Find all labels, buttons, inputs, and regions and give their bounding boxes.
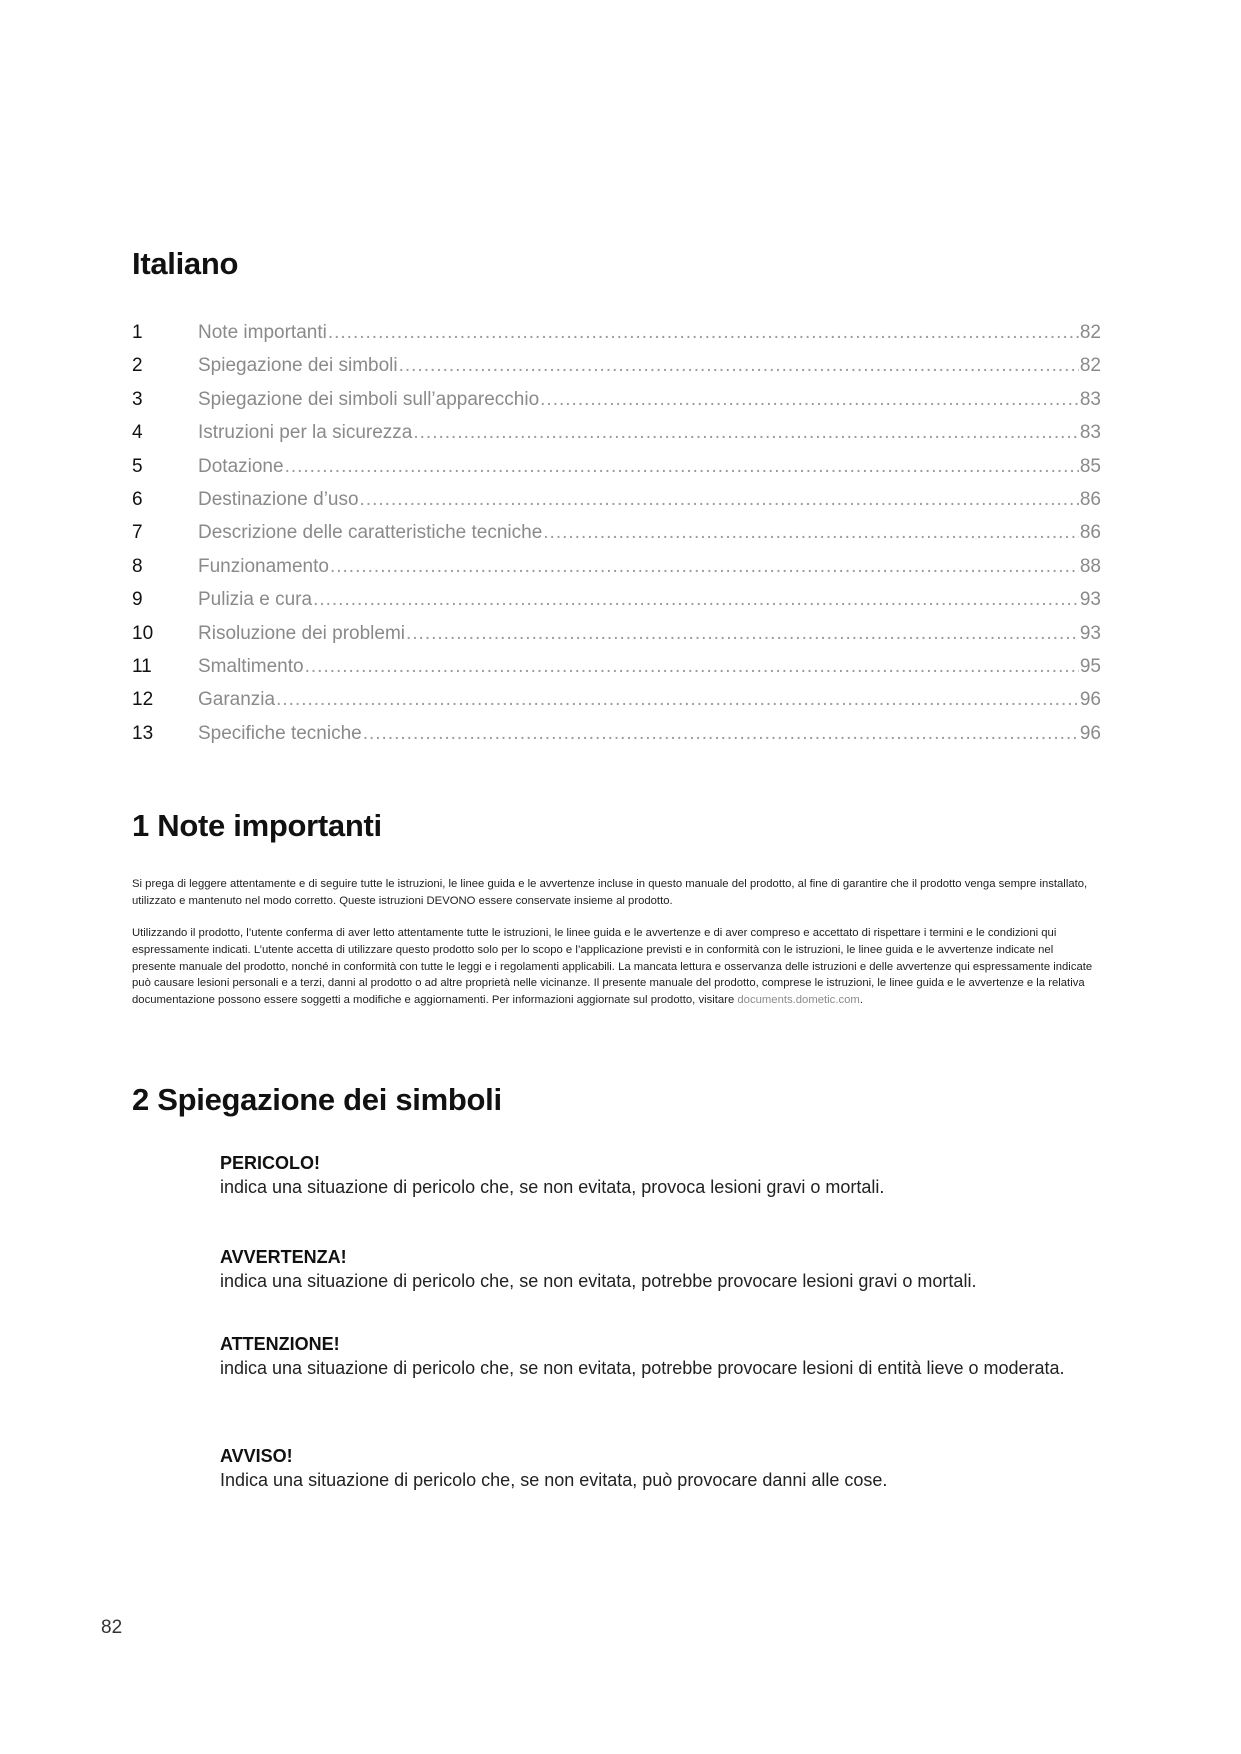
intro-paragraph: Si prega di leggere attentamente e di seguire tutte le istruzioni, le linee guida e le avvertenze incluse in questo manuale del prodotto, al fine di garantire che il prodotto venga sempre installato, utilizzato e mantenuto nel modo corretto. Queste istruzioni DEVONO essere conservate insieme al prodotto. xyxy=(132,878,1088,907)
toc-page: 96 xyxy=(1079,722,1101,744)
symbol-heading: AVVISO! xyxy=(220,1446,293,1466)
toc-number: 6 xyxy=(132,488,143,510)
toc-page: 95 xyxy=(1079,655,1101,677)
toc-number: 9 xyxy=(132,589,143,611)
symbol-notice xyxy=(220,1444,1100,1493)
toc-leader xyxy=(285,450,1079,483)
toc-leader xyxy=(363,717,1079,750)
toc-label: Smaltimento xyxy=(198,655,304,677)
toc-entry[interactable] xyxy=(132,650,1101,683)
toc-page: 86 xyxy=(1079,488,1101,510)
toc-entry[interactable] xyxy=(132,717,1101,750)
toc-leader xyxy=(406,617,1079,650)
symbol-warning xyxy=(220,1245,1100,1294)
toc-label: Specifiche tecniche xyxy=(198,722,362,744)
terms-paragraph-end: . xyxy=(859,994,863,1007)
symbol-heading: AVVERTENZA! xyxy=(220,1247,347,1267)
toc-entry[interactable] xyxy=(132,450,1101,483)
toc-number: 11 xyxy=(132,655,152,677)
symbol-danger xyxy=(220,1151,1100,1200)
toc-label: Spiegazione dei simboli sull’apparecchio xyxy=(198,388,540,410)
language-title: Italiano xyxy=(132,246,239,281)
page-number: 82 xyxy=(101,1617,123,1638)
toc-leader xyxy=(313,583,1079,616)
toc-leader xyxy=(360,483,1079,516)
toc-label: Funzionamento xyxy=(198,555,329,577)
toc-leader xyxy=(276,683,1079,716)
toc-entry[interactable] xyxy=(132,349,1101,382)
toc-number: 7 xyxy=(132,522,143,544)
toc-entry[interactable] xyxy=(132,416,1101,449)
toc-page: 93 xyxy=(1079,622,1101,644)
symbol-description: indica una situazione di pericolo che, se non evitata, potrebbe provocare lesioni gravi o mortali. xyxy=(220,1271,977,1291)
toc-number: 4 xyxy=(132,422,143,444)
toc-entry[interactable] xyxy=(132,316,1101,349)
toc-entry[interactable] xyxy=(132,583,1101,616)
toc-leader xyxy=(305,650,1079,683)
toc-page: 93 xyxy=(1079,589,1101,611)
toc-entry[interactable] xyxy=(132,483,1101,516)
toc-leader xyxy=(543,516,1079,549)
toc-number: 5 xyxy=(132,455,143,477)
toc-label: Dotazione xyxy=(198,455,284,477)
toc-number: 3 xyxy=(132,388,143,410)
toc-leader xyxy=(399,349,1079,382)
symbol-description: Indica una situazione di pericolo che, se non evitata, può provocare danni alle cose. xyxy=(220,1470,888,1490)
terms-paragraph xyxy=(132,925,1100,1009)
toc-label: Destinazione d’uso xyxy=(198,488,359,510)
toc-label: Garanzia xyxy=(198,689,276,711)
toc-leader xyxy=(540,383,1079,416)
documents-link[interactable]: documents.dometic.com xyxy=(737,994,860,1007)
section-title-note-importanti: 1 Note importanti xyxy=(132,808,382,843)
toc-label: Risoluzione dei problemi xyxy=(198,622,405,644)
toc-entry[interactable] xyxy=(132,683,1101,716)
toc-entry[interactable] xyxy=(132,383,1101,416)
toc-leader xyxy=(330,550,1079,583)
toc-page: 82 xyxy=(1079,355,1101,377)
table-of-contents xyxy=(132,316,1101,750)
toc-number: 12 xyxy=(132,689,154,711)
toc-label: Descrizione delle caratteristiche tecniche xyxy=(198,522,543,544)
toc-page: 88 xyxy=(1079,555,1101,577)
toc-leader xyxy=(328,316,1079,349)
symbol-description: indica una situazione di pericolo che, se non evitata, provoca lesioni gravi o mortali. xyxy=(220,1177,885,1197)
symbol-heading: ATTENZIONE! xyxy=(220,1334,340,1354)
toc-page: 83 xyxy=(1079,422,1101,444)
toc-number: 13 xyxy=(132,722,154,744)
toc-page: 96 xyxy=(1079,689,1101,711)
toc-entry[interactable] xyxy=(132,617,1101,650)
toc-page: 85 xyxy=(1079,455,1101,477)
toc-entry[interactable] xyxy=(132,550,1101,583)
toc-label: Note importanti xyxy=(198,322,327,343)
toc-page: 86 xyxy=(1079,522,1101,544)
symbol-heading: PERICOLO! xyxy=(220,1153,321,1173)
toc-label: Istruzioni per la sicurezza xyxy=(198,422,413,444)
symbol-description: indica una situazione di pericolo che, se non evitata, potrebbe provocare lesioni di entità lieve o moderata. xyxy=(220,1358,1065,1378)
toc-page: 83 xyxy=(1079,388,1101,410)
section-title-spiegazione-simboli: 2 Spiegazione dei simboli xyxy=(132,1082,502,1117)
toc-number: 8 xyxy=(132,555,143,577)
terms-paragraph-text: Utilizzando il prodotto, l’utente conferma di aver letto attentamente tutte le istruzioni, le linee guida e le avvertenze e di aver compreso e accettato di rispettare i termini e le condizioni qui espressamente indicati. L’utente accetta di utilizzare questo prodotto solo per lo scopo e l’applicazione previsti e in conformità con le istruzioni, le linee guida e le avvertenze indicate nel presente manuale del prodotto, nonché in conformità con tutte le leggi e i regolamenti applicabili. La mancata lettura e osservanza delle istruzioni e delle avvertenze qui espressamente indicate può causare lesioni personali e a terzi, danni al prodotto o ad altre proprietà nelle vicinanze. Il presente manuale del prodotto, comprese le istruzioni, le linee guida e le avvertenze e la relativa documentazione possono essere soggetti a modifiche e aggiornamenti. Per informazioni aggiornate sul prodotto, visitare xyxy=(132,927,1093,1007)
toc-number: 1 xyxy=(132,322,143,343)
toc-page: 82 xyxy=(1079,322,1101,343)
toc-label: Pulizia e cura xyxy=(198,589,313,611)
toc-label: Spiegazione dei simboli xyxy=(198,355,398,377)
toc-entry[interactable] xyxy=(132,516,1101,549)
toc-number: 10 xyxy=(132,622,154,644)
toc-leader xyxy=(413,416,1078,449)
symbol-caution xyxy=(220,1332,1100,1381)
toc-number: 2 xyxy=(132,355,143,377)
